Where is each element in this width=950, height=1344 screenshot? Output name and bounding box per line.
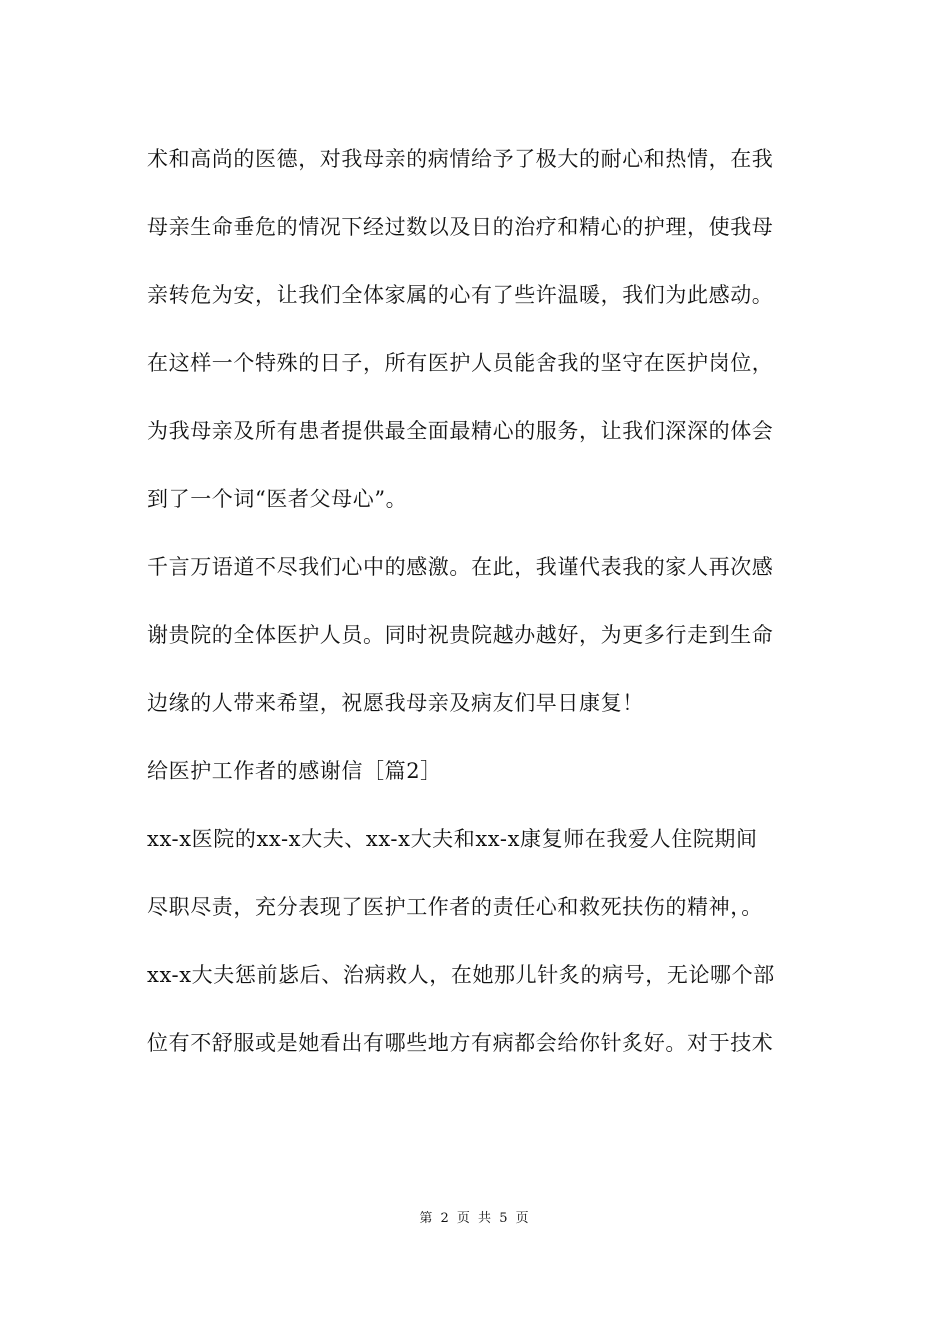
- page-footer: [0, 1207, 950, 1226]
- text-line: 到了一个词“医者父母心”。: [147, 487, 408, 511]
- text-line: xx-x医院的xx-x大夫、xx-x大夫和xx-x康复师在我爱人住院期间: [147, 827, 758, 851]
- document-body: [147, 135, 817, 1087]
- text-line: xx-x大夫惩前毖后、治病救人，在她那儿针炙的病号，无论哪个部: [147, 963, 775, 987]
- text-line: 在这样一个特殊的日子，所有医护人员能舍我的坚守在医护岗位，: [147, 351, 774, 375]
- page-number: 第 2 页 共 5 页: [419, 1211, 531, 1226]
- text-line: 术和高尚的医德，对我母亲的病情给予了极大的耐心和热情，在我: [147, 147, 774, 171]
- text-line: 母亲生命垂危的情况下经过数以及日的治疗和精心的护理，使我母: [147, 215, 774, 239]
- text-line: 亲转危为安，让我们全体家属的心有了些许温暖，我们为此感动。: [147, 283, 774, 307]
- text-line: 尽职尽责，充分表现了医护工作者的责任心和救死扶伤的精神，。: [147, 895, 763, 919]
- section-heading: 给医护工作者的感谢信［篇2］: [147, 759, 442, 783]
- text-line: 为我母亲及所有患者提供最全面最精心的服务，让我们深深的体会: [147, 419, 774, 443]
- text-line: 谢贵院的全体医护人员。同时祝贵院越办越好，为更多行走到生命: [147, 623, 774, 647]
- text-line: 边缘的人带来希望，祝愿我母亲及病友们早日康复！: [147, 691, 644, 715]
- text-line: 千言万语道不尽我们心中的感激。在此，我谨代表我的家人再次感: [147, 555, 774, 579]
- text-line: 位有不舒服或是她看出有哪些地方有病都会给你针炙好。对于技术: [147, 1031, 774, 1055]
